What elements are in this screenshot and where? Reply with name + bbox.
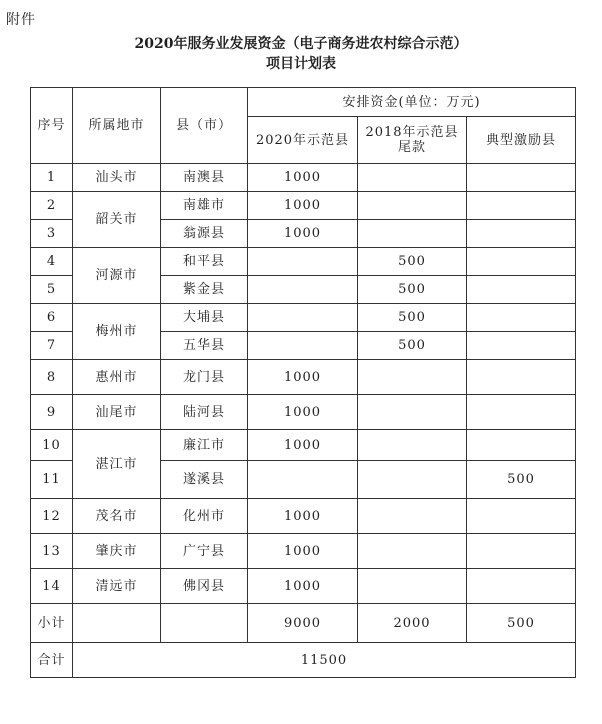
cell-typical — [467, 395, 576, 430]
cell-2018 — [358, 461, 467, 499]
document-title — [0, 34, 602, 74]
subtotal-county-empty — [161, 604, 248, 643]
cell-2020: 1000 — [248, 360, 358, 395]
cell-typical — [467, 276, 576, 304]
cell-city: 清远市 — [73, 569, 161, 604]
cell-2018 — [358, 220, 467, 248]
cell-2018 — [358, 430, 467, 461]
cell-city: 韶关市 — [73, 192, 161, 248]
cell-2018 — [358, 534, 467, 569]
header-2020: 2020年示范县 — [248, 117, 358, 164]
cell-2018 — [358, 395, 467, 430]
subtotal-2018: 2000 — [358, 604, 467, 643]
cell-typical: 500 — [467, 461, 576, 499]
cell-county: 五华县 — [161, 332, 248, 360]
cell-city: 梅州市 — [73, 304, 161, 360]
cell-typical — [467, 430, 576, 461]
title-line-1: 2020年服务业发展资金（电子商务进农村综合示范） — [134, 36, 468, 52]
cell-no: 14 — [31, 569, 73, 604]
header-funds-group: 安排资金(单位：万元) — [248, 88, 576, 117]
cell-2018 — [358, 192, 467, 220]
cell-typical — [467, 534, 576, 569]
cell-city: 汕头市 — [73, 164, 161, 192]
table-row — [31, 192, 576, 220]
cell-2020: 1000 — [248, 534, 358, 569]
cell-typical — [467, 332, 576, 360]
cell-county: 紫金县 — [161, 276, 248, 304]
title-line-2: 项目计划表 — [266, 56, 336, 72]
table-row — [31, 248, 576, 276]
table-row — [31, 360, 576, 395]
cell-typical — [467, 192, 576, 220]
cell-county: 和平县 — [161, 248, 248, 276]
cell-2018 — [358, 569, 467, 604]
header-typical: 典型激励县 — [467, 117, 576, 164]
table-row — [31, 430, 576, 461]
table-row — [31, 304, 576, 332]
cell-typical — [467, 499, 576, 534]
table-row — [31, 164, 576, 192]
cell-no: 7 — [31, 332, 73, 360]
cell-typical — [467, 220, 576, 248]
cell-city: 茂名市 — [73, 499, 161, 534]
subtotal-2020: 9000 — [248, 604, 358, 643]
cell-no: 10 — [31, 430, 73, 461]
attachment-label: 附件 — [6, 12, 36, 28]
cell-2020: 1000 — [248, 192, 358, 220]
cell-county: 化州市 — [161, 499, 248, 534]
header-2018-line2: 尾款 — [397, 140, 426, 155]
cell-2018 — [358, 164, 467, 192]
cell-no: 12 — [31, 499, 73, 534]
subtotal-label: 小计 — [31, 604, 73, 643]
header-2018 — [358, 117, 467, 164]
cell-no: 2 — [31, 192, 73, 220]
cell-city: 汕尾市 — [73, 395, 161, 430]
cell-county: 廉江市 — [161, 430, 248, 461]
cell-2020: 1000 — [248, 430, 358, 461]
cell-county: 南澳县 — [161, 164, 248, 192]
cell-2018: 500 — [358, 332, 467, 360]
cell-2020: 1000 — [248, 220, 358, 248]
subtotal-city-empty — [73, 604, 161, 643]
cell-county: 南雄市 — [161, 192, 248, 220]
table-row — [31, 534, 576, 569]
cell-county: 龙门县 — [161, 360, 248, 395]
cell-city: 河源市 — [73, 248, 161, 304]
subtotal-typical: 500 — [467, 604, 576, 643]
cell-no: 13 — [31, 534, 73, 569]
cell-typical — [467, 569, 576, 604]
cell-city: 肇庆市 — [73, 534, 161, 569]
header-seq: 序号 — [31, 88, 73, 164]
cell-county: 佛冈县 — [161, 569, 248, 604]
header-city: 所属地市 — [73, 88, 161, 164]
cell-2020 — [248, 304, 358, 332]
cell-2018: 500 — [358, 304, 467, 332]
cell-2020 — [248, 461, 358, 499]
cell-no: 4 — [31, 248, 73, 276]
cell-city: 湛江市 — [73, 430, 161, 499]
cell-county: 翁源县 — [161, 220, 248, 248]
project-plan-table — [30, 87, 576, 678]
cell-county: 大埔县 — [161, 304, 248, 332]
table-row — [31, 499, 576, 534]
cell-county: 广宁县 — [161, 534, 248, 569]
cell-2018: 500 — [358, 276, 467, 304]
cell-no: 8 — [31, 360, 73, 395]
cell-2020: 1000 — [248, 395, 358, 430]
cell-typical — [467, 248, 576, 276]
cell-2020 — [248, 248, 358, 276]
cell-2020: 1000 — [248, 164, 358, 192]
cell-2020: 1000 — [248, 569, 358, 604]
cell-typical — [467, 360, 576, 395]
cell-no: 9 — [31, 395, 73, 430]
cell-county: 陆河县 — [161, 395, 248, 430]
cell-city: 惠州市 — [73, 360, 161, 395]
cell-typical — [467, 304, 576, 332]
header-2018-line1: 2018年示范县 — [365, 125, 459, 140]
cell-2020 — [248, 332, 358, 360]
table-header-row — [31, 88, 576, 117]
cell-2018 — [358, 360, 467, 395]
cell-no: 3 — [31, 220, 73, 248]
total-row — [31, 643, 576, 678]
table-row — [31, 569, 576, 604]
header-county: 县（市） — [161, 88, 248, 164]
cell-2020 — [248, 276, 358, 304]
cell-no: 1 — [31, 164, 73, 192]
subtotal-row — [31, 604, 576, 643]
total-value: 11500 — [73, 643, 576, 678]
cell-county: 遂溪县 — [161, 461, 248, 499]
cell-no: 5 — [31, 276, 73, 304]
cell-2018: 500 — [358, 248, 467, 276]
cell-typical — [467, 164, 576, 192]
table-row — [31, 395, 576, 430]
cell-no: 11 — [31, 461, 73, 499]
total-label: 合计 — [31, 643, 73, 678]
cell-no: 6 — [31, 304, 73, 332]
cell-2020: 1000 — [248, 499, 358, 534]
cell-2018 — [358, 499, 467, 534]
